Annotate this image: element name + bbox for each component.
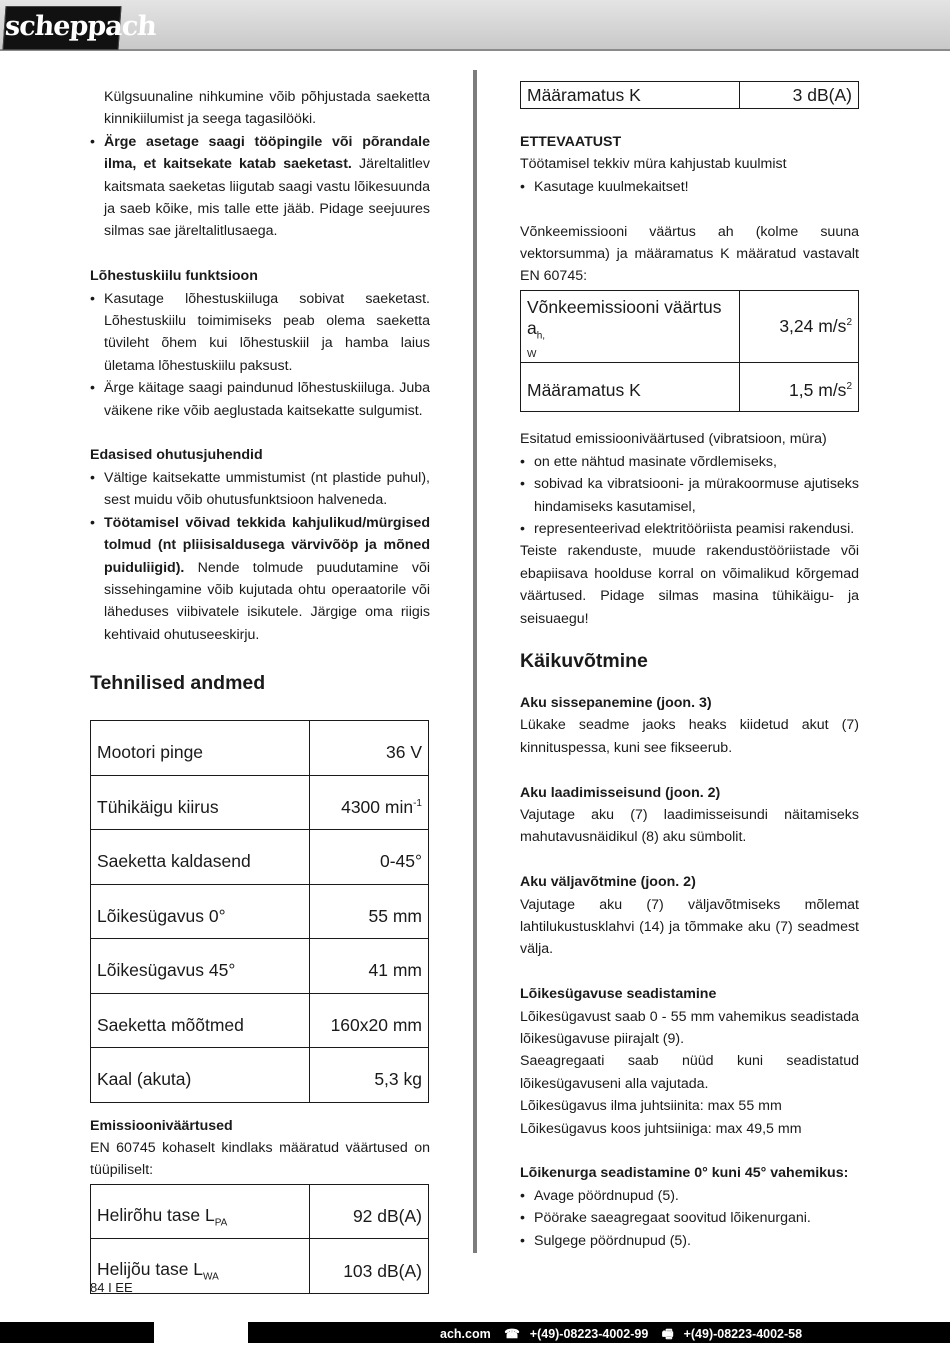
spec-label: Lõikesügavus 0°	[91, 884, 310, 939]
list-item: • Kasutage lõhestuskiiluga sobivat saeketast. Lõhestuskiilu toimimiseks peab olema saeketta tüvileht õhem kui lõhestuskiil ja hamba laius ületama lõhestuskiilu paksust.	[90, 288, 430, 378]
page-number: 84 I EE	[90, 1280, 133, 1295]
fax-number: +(49)-08223-4002-58	[683, 1327, 803, 1341]
body-paragraph: Võnkeemissiooni väärtus ah (kolme suuna vektorsumma) ja määramatus K määratud vastavalt EN 60745:	[520, 223, 859, 285]
table-row	[91, 939, 429, 994]
header-bar	[0, 0, 950, 51]
footer-gap	[154, 1322, 248, 1343]
body-text: Nende tolmude puudutamine või sissehingamine võib kujutada ohtu operaatorile või läheduses viibivatele isikutele. Järgige oma riigis kehtivaid ohutuseeskirju.	[104, 559, 430, 643]
brand-logo: scheppach	[2, 6, 121, 50]
spec-value-text: 4300 min	[341, 796, 414, 817]
spec-label-text: Helijõu tase L	[97, 1259, 204, 1280]
body-paragraph: Vajutage aku (7) väljavõtmiseks mõlemat lahtilukustusklahvi (14) ja tõmmake aku (7) seadmest välja.	[520, 896, 859, 958]
superscript: 2	[846, 381, 852, 392]
spec-value	[740, 363, 859, 412]
list-item: • representeerivad elektritööriista peamisi rakendusi.	[520, 518, 859, 540]
column-divider	[473, 70, 477, 1253]
section-title: Aku väljavõtmine (joon. 2)	[520, 874, 696, 891]
spec-value-text: 3,24 m/s	[779, 316, 847, 337]
spec-label: Lõikesügavus 45°	[91, 939, 310, 994]
spec-label: Kaal (akuta)	[91, 1048, 310, 1103]
list-item: • Vältige kaitsekatte ummistumist (nt plastide puhul), sest muidu võib ohutusfunktsioon halveneda.	[90, 467, 430, 512]
spec-label	[521, 290, 740, 363]
spec-label: Saeketta kaldasend	[91, 830, 310, 885]
table-row	[91, 721, 429, 776]
subscript: WA	[203, 1271, 219, 1283]
table-row	[521, 290, 859, 363]
table-row	[91, 993, 429, 1048]
body-paragraph: Teiste rakenduste, muude rakendustööriistade või ebapiisava hoolduse korral on võimalikud kõrgemad väärtused. Pidage silmas masina tühikäigu- ja seisuaegu!	[520, 543, 859, 627]
spec-value: 36 V	[310, 721, 429, 776]
body-text: Järeltalitlev kaitsmata saeketas liigutab saagi vastu lõikesuunda ja saeb kõike, mis talle ette jääb. Pidage seejuures silmas sae järeltalitlusaega.	[104, 156, 430, 240]
superscript: -1	[413, 798, 422, 810]
commissioning-title: Käikuvõtmine	[520, 649, 648, 672]
spec-value: 55 mm	[310, 884, 429, 939]
spec-label-text: Helirõhu tase L	[97, 1204, 215, 1225]
spec-label: Määramatus K	[521, 82, 740, 109]
spec-value: 103 dB(A)	[310, 1239, 429, 1294]
bold-text: Ärge asetage saagi tööpingile või põrandale ilma, et kaitsekate katab saeketast.	[104, 133, 430, 173]
section-title: Emissiooniväärtused	[90, 1117, 233, 1134]
table-row	[91, 884, 429, 939]
table-row	[521, 82, 859, 109]
warning-text: Töötamisel tekkiv müra kahjustab kuulmist	[520, 156, 787, 173]
footer-bar	[0, 1322, 950, 1343]
tech-data-table	[90, 720, 429, 1103]
section-title: Edasised ohutusjuhendid	[90, 447, 263, 464]
right-column	[520, 81, 859, 1252]
spec-label	[91, 1184, 310, 1239]
list-item: • Ärge käitage saagi paindunud lõhestuskiiluga. Juba väikene rike võib aeglustada kaitsekatte sulgumist.	[90, 377, 430, 422]
table-row	[91, 1048, 429, 1103]
table-row	[91, 775, 429, 830]
spec-value: 3 dB(A)	[740, 82, 859, 109]
subscript: PA	[214, 1217, 228, 1229]
sound-table	[90, 1184, 429, 1294]
website-link[interactable]: ach.com	[440, 1327, 491, 1341]
left-column	[90, 86, 430, 1294]
body-paragraph: Lükake seadme jaoks heaks kiidetud akut (7) kinnituspessa, kuni see fikseerub.	[520, 717, 859, 756]
uncertainty-table	[520, 81, 859, 109]
body-paragraph: Esitatud emissiooniväärtused (vibratsioon, müra)	[520, 431, 827, 448]
body-paragraph: Lõikesügavus ilma juhtsiinita: max 55 mm	[520, 1098, 782, 1115]
contact-line	[440, 1325, 812, 1346]
tech-data-title: Tehnilised andmed	[90, 672, 266, 695]
spec-label: Määramatus K	[521, 363, 740, 412]
table-row	[91, 1239, 429, 1294]
section-title: Lõhestuskiilu funktsioon	[90, 268, 258, 285]
subscript: h,	[536, 330, 546, 342]
spec-value: 41 mm	[310, 939, 429, 994]
list-item: • sobivad ka vibratsiooni- ja mürakoormuse ajutiseks hindamiseks kasutamisel,	[520, 473, 859, 518]
section-title: Aku laadimisseisund (joon. 2)	[520, 784, 721, 801]
list-item	[90, 131, 430, 243]
list-item: • Pöörake saeagregaat soovitud lõikenurgani.	[520, 1207, 859, 1229]
list-item	[90, 512, 430, 646]
spec-label: Mootori pinge	[91, 721, 310, 776]
fax-icon: 🖷	[661, 1327, 674, 1341]
spec-label: Saeketta mõõtmed	[91, 993, 310, 1048]
spec-label: Tühikäigu kiirus	[91, 775, 310, 830]
superscript: 2	[846, 317, 852, 329]
subscript-wrap: W	[527, 349, 537, 361]
table-row	[91, 1184, 429, 1239]
phone-icon: ☎	[504, 1327, 520, 1341]
vibration-table	[520, 290, 859, 413]
spec-value	[740, 290, 859, 363]
phone-number: +(49)-08223-4002-99	[529, 1327, 649, 1341]
intro-paragraph: Külgsuunaline nihkumine võib põhjustada saeketta kinnikiilumist ja seega tagasilööki.	[104, 89, 430, 128]
body-paragraph: Lõikesügavust saab 0 - 55 mm vahemikus seadistada lõikesügavuse piirajalt (9).	[520, 1008, 859, 1048]
section-title: Lõikesügavuse seadistamine	[520, 986, 717, 1003]
spec-value: 160x20 mm	[310, 993, 429, 1048]
section-title: Aku sissepanemine (joon. 3)	[520, 694, 712, 711]
list-item: • on ette nähtud masinate võrdlemiseks,	[520, 451, 859, 473]
spec-value: 92 dB(A)	[310, 1184, 429, 1239]
spec-label-text: Võnkeemissiooni väärtus a	[527, 296, 722, 338]
spec-value	[310, 775, 429, 830]
table-row	[91, 830, 429, 885]
spec-value: 0-45°	[310, 830, 429, 885]
body-paragraph: Lõikesügavus koos juhtsiiniga: max 49,5 mm	[520, 1120, 802, 1137]
list-item: • Avage pöördnupud (5).	[520, 1185, 859, 1207]
bold-text: Töötamisel võivad tekkida kahjulikud/mürgised tolmud (nt pliisisaldusega värvivõöp ja mõned puiduliigid).	[104, 514, 430, 576]
body-paragraph: EN 60745 kohaselt kindlaks määratud väärtused on tüüpiliselt:	[90, 1140, 430, 1179]
list-item: • Kasutage kuulmekaitset!	[520, 176, 859, 198]
section-title: Lõikenurga seadistamine 0° kuni 45° vahemikus:	[520, 1165, 849, 1182]
body-paragraph: Vajutage aku (7) laadimisseisundi näitamiseks mahutavusnäidikul (8) aku sümbolit.	[520, 807, 859, 846]
spec-value: 5,3 kg	[310, 1048, 429, 1103]
warning-title: ETTEVAATUST	[520, 134, 622, 150]
list-item: • Sulgege pöördnupud (5).	[520, 1230, 859, 1252]
spec-value-text: 1,5 m/s	[789, 379, 847, 400]
body-paragraph: Saeagregaati saab nüüd kuni seadistatud lõikesügavuseni alla vajutada.	[520, 1053, 859, 1092]
table-row	[521, 363, 859, 412]
